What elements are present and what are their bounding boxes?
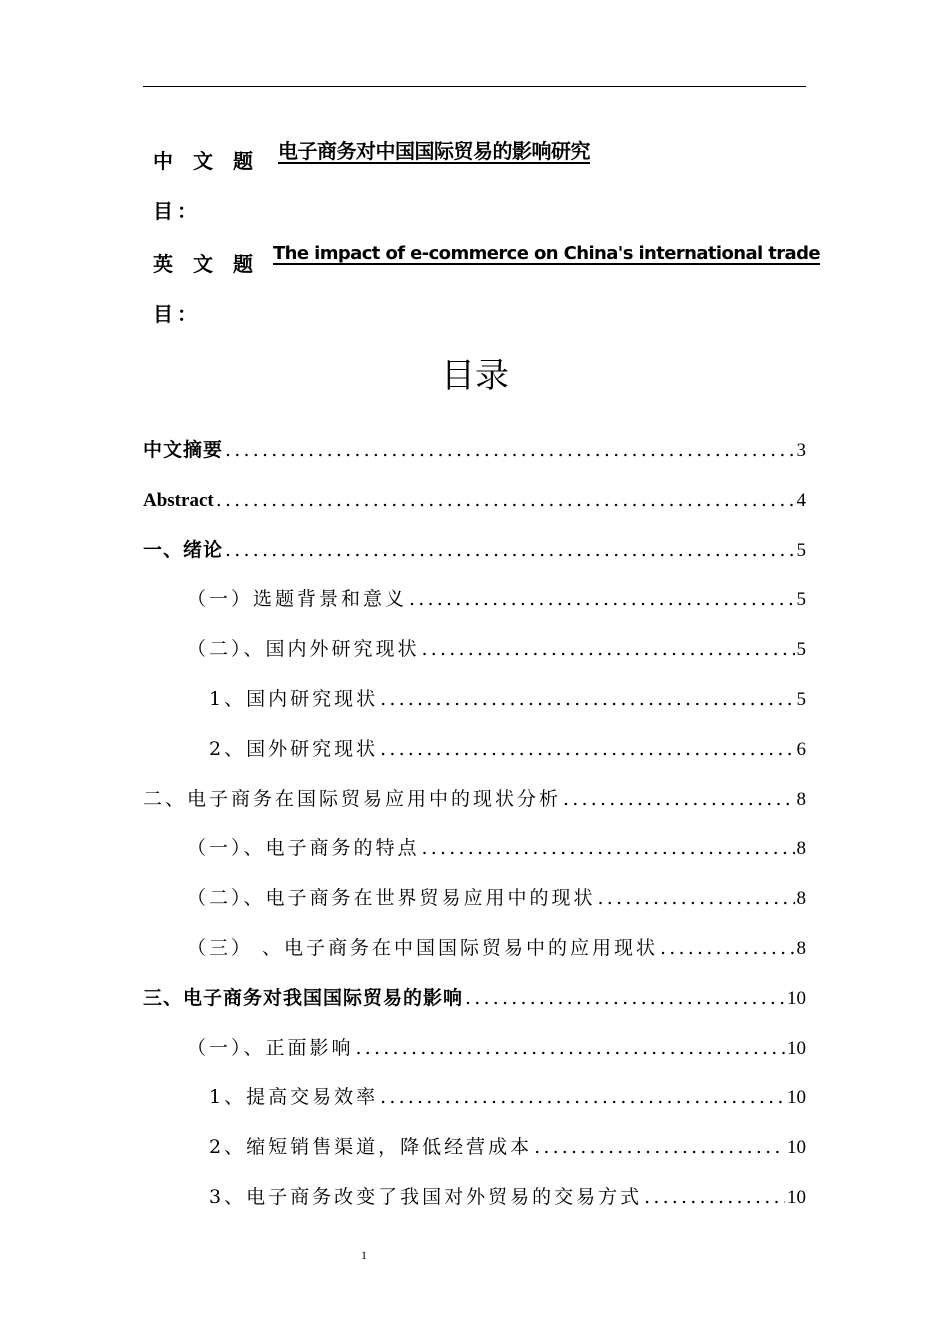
title-block [143,136,820,342]
toc-page-number: 8 [796,788,806,810]
toc-leader-dots [356,1028,785,1068]
toc-entry-label: 一、绪论 [143,538,224,561]
en-title-label [143,239,273,339]
toc-entry-label: 3、电子商务改变了我国对外贸易的交易方式 [209,1185,643,1208]
toc-entry-label: （一）选题背景和意义 [187,588,408,611]
table-of-contents [143,430,806,1227]
toc-leader-dots [563,779,794,819]
toc-entry-chinese-abstract[interactable] [143,430,806,480]
cn-title-label-top: 中文题 [153,149,273,173]
toc-entry-label: 1、提高交易效率 [209,1086,379,1109]
toc-page-number: 5 [796,589,806,611]
toc-entry-abstract[interactable] [143,480,806,530]
toc-leader-dots [380,679,794,719]
en-title: The impact of e-commerce on China's international trade [273,243,820,264]
page-number: 1 [361,1248,367,1262]
toc-entry-foreign-research[interactable] [143,729,806,779]
toc-entry-ecommerce-features[interactable] [143,828,806,878]
toc-page-number: 10 [787,1186,806,1208]
toc-leader-dots [225,530,794,570]
toc-entry-efficiency[interactable] [143,1077,806,1127]
toc-leader-dots [422,629,795,669]
toc-heading: 目录 [441,356,509,396]
toc-page-number: 4 [796,489,806,511]
toc-entry-world-trade-status[interactable] [143,878,806,928]
toc-entry-label: 中文摘要 [143,439,224,461]
toc-entry-label: 1、国内研究现状 [209,687,379,710]
toc-leader-dots [534,1127,785,1167]
toc-entry-label: Abstract [143,489,214,511]
toc-entry-positive-impact[interactable] [143,1028,806,1078]
toc-leader-dots [409,579,794,619]
toc-page-number: 10 [787,1137,806,1159]
en-title-row [143,239,820,342]
toc-leader-dots [465,978,785,1018]
toc-entry-chapter-3[interactable] [143,978,806,1028]
toc-page-number: 10 [787,1087,806,1109]
cn-title-label-bottom: 目： [153,199,201,223]
en-title-label-top: 英文题 [153,252,273,276]
toc-leader-dots [422,828,795,868]
toc-leader-dots [380,729,794,769]
toc-page-number: 3 [796,440,806,461]
toc-leader-dots [598,878,795,918]
toc-entry-label: （一）、电子商务的特点 [187,837,420,860]
toc-leader-dots [380,1077,785,1117]
toc-page-number: 10 [787,987,806,1009]
toc-page-number: 5 [796,639,806,661]
toc-leader-dots [644,1177,785,1217]
cn-title-row [143,136,806,239]
toc-entry-china-trade-status[interactable] [143,928,806,978]
toc-page-number: 8 [796,937,806,959]
toc-entry-introduction[interactable] [143,530,806,580]
toc-entry-label: 二、电子商务在国际贸易应用中的现状分析 [143,787,562,810]
header-rule [143,86,806,87]
toc-leader-dots [216,480,795,520]
toc-entry-label: （三） 、电子商务在中国国际贸易中的应用现状 [187,936,659,959]
en-title-label-bottom: 目： [153,302,201,326]
toc-page-number: 8 [796,838,806,860]
toc-entry-sales-channels[interactable] [143,1127,806,1177]
toc-leader-dots [225,430,794,470]
toc-entry-domestic-research[interactable] [143,679,806,729]
toc-page-number: 10 [787,1037,806,1059]
toc-entry-background[interactable] [143,579,806,629]
toc-entry-label: 三、电子商务对我国国际贸易的影响 [143,986,464,1009]
cn-title: 电子商务对中国国际贸易的影响研究 [278,139,590,163]
toc-entry-label: 2、缩短销售渠道，降低经营成本 [209,1136,533,1159]
toc-page-number: 8 [796,888,806,910]
toc-entry-label: （二）、电子商务在世界贸易应用中的现状 [187,887,596,910]
toc-entry-label: 2、国外研究现状 [209,737,379,760]
toc-page-number: 6 [796,738,806,760]
toc-page-number: 5 [796,539,806,561]
toc-leader-dots [660,928,794,968]
toc-entry-label: （二）、国内外研究现状 [187,638,420,661]
toc-entry-label: （一）、正面影响 [187,1036,354,1059]
cn-title-label [143,136,278,236]
toc-entry-trade-methods[interactable] [143,1177,806,1227]
toc-entry-chapter-2[interactable] [143,779,806,829]
toc-page-number: 5 [796,688,806,710]
toc-entry-research-status[interactable] [143,629,806,679]
